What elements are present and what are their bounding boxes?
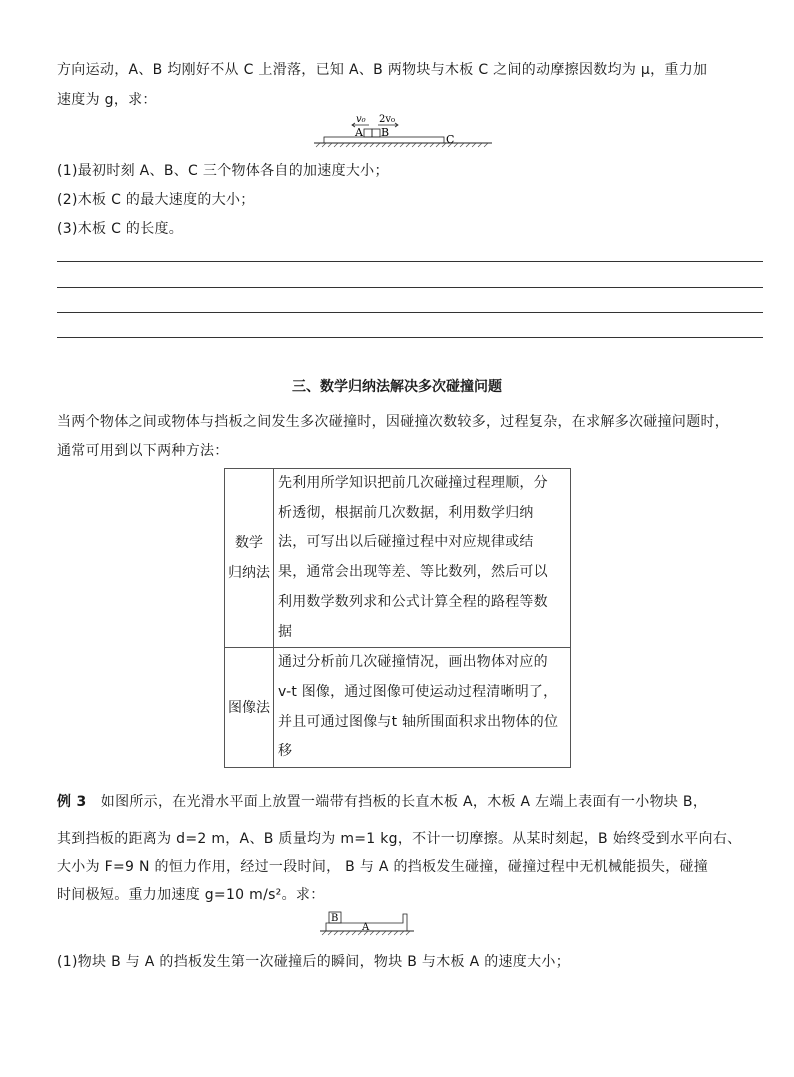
question-1: (1)最初时刻 A、B、C 三个物体各自的加速度大小； [57,163,389,179]
question-3: (3)木板 C 的长度。 [57,221,184,237]
velocity-label-v0: v₀ [356,114,366,125]
board-label-A: A [362,922,370,933]
answer-line-3 [57,312,763,313]
answer-line-4 [57,337,763,338]
example3-line-2: 其到挡板的距离为 d=2 m，A、B 质量均为 m=1 kg，不计一切摩擦。从某时刻起，B 始终受到水平向右、 [57,831,742,847]
figure-blocks-on-board [300,111,500,155]
answer-line-2 [57,287,763,288]
example3-line-4: 时间极短。重力加速度 g=10 m/s²。求： [57,887,325,903]
table-row [225,469,571,648]
board-label-C: C [446,133,455,146]
block-B [372,129,380,137]
answer-line-1 [57,261,763,262]
block-label-B: B [381,126,390,139]
figure-block-on-board-with-stopper [318,908,418,940]
example3-question-1: (1)物块 B 与 A 的挡板发生第一次碰撞后的瞬间，物块 B 与木板 A 的速度大小； [57,954,570,970]
ground-hatching [316,143,488,147]
example3-line-1: 例 3 如图所示，在光滑水平面上放置一端带有挡板的长直木板 A，木板 A 左端上表面有一小物块 B， [57,794,708,810]
velocity-label-2v0: 2v₀ [379,114,396,125]
section-intro-line-1: 当两个物体之间或物体与挡板之间发生多次碰撞时，因碰撞次数较多，过程复杂，在求解多次碰撞问题时， [57,414,730,430]
block-label-A: A [355,126,363,139]
method-name-graph: 图像法 [225,648,274,768]
example3-line-3: 大小为 F=9 N 的恒力作用，经过一段时间， B 与 A 的挡板发生碰撞，碰撞过程中无机械能损失，碰撞 [57,859,709,875]
section-intro-line-2: 通常可用到以下两种方法： [57,443,229,459]
block-A [364,129,372,137]
methods-table [224,468,571,768]
method-name-induction: 数学 归纳法 [225,469,274,648]
method-desc-graph: 通过分析前几次碰撞情况，画出物体对应的 v-t 图像，通过图像可使运动过程清晰明了， 并且可通过图像与t 轴所围面积求出物体的位 移 [274,648,571,768]
question-2: (2)木板 C 的最大速度的大小； [57,192,255,208]
example3-label: 例 3 [57,794,87,810]
method-desc-induction: 先利用所学知识把前几次碰撞过程理顺，分 析透彻，根据前几次数据，利用数学归纳 法，可写出以后碰撞过程中对应规律或结 果，通常会出现等差、等比数列，然后可以 利用数学数列求和公式计算全程的路程等数 据 [274,469,571,648]
table-row [225,648,571,768]
problem-intro-line-2: 速度为 g，求： [57,92,157,108]
block-label-B: B [331,913,339,924]
problem-intro-line-1: 方向运动，A、B 均刚好不从 C 上滑落，已知 A、B 两物块与木板 C 之间的动摩擦因数均为 μ，重力加 [57,62,708,78]
section-title: 三、数学归纳法解决多次碰撞问题 [292,379,502,395]
